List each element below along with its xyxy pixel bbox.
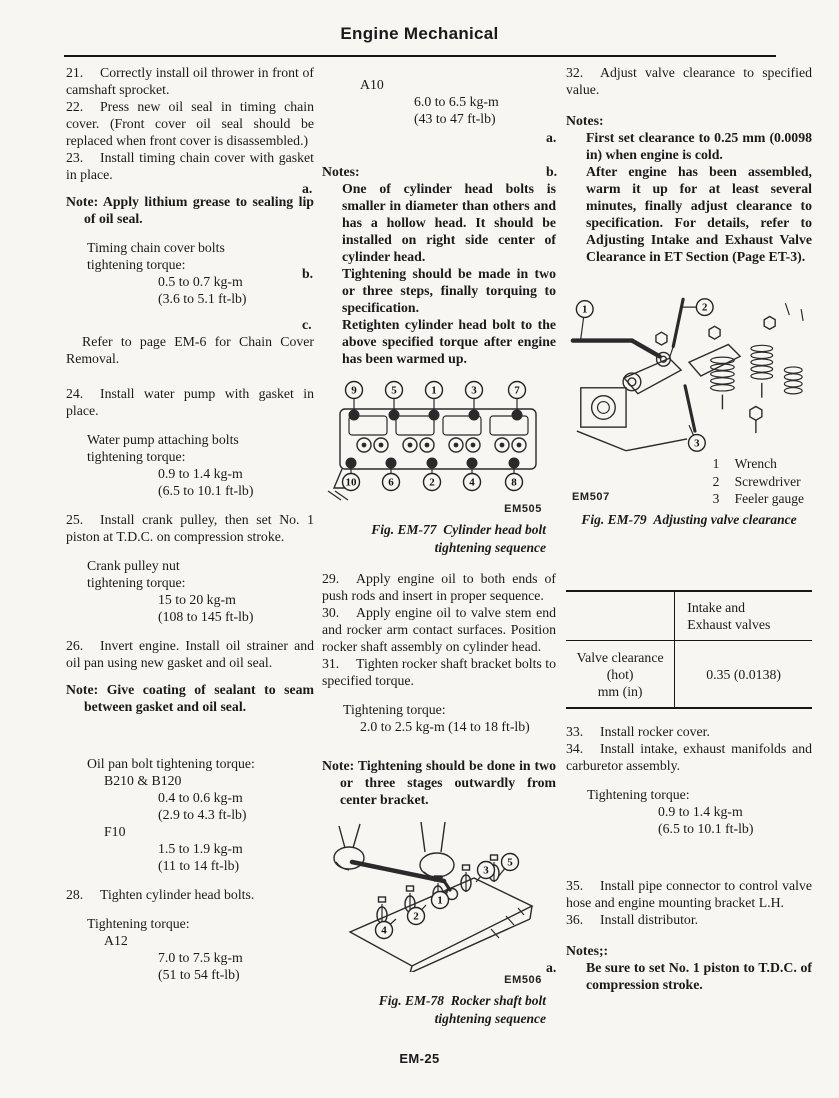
table-label-line: mm (in) [597,683,643,699]
rocker-pivot-center [628,378,636,386]
head-bolt [469,410,480,421]
step-number: 30. [322,605,340,620]
valve-stem [722,383,761,410]
figure-drawing-em77 [324,379,554,501]
step-text: Tighten rocker shaft bracket bolts to specified torque. [322,656,556,688]
step-paragraph [566,911,812,928]
column-right [546,64,812,993]
spec-line: (3.6 to 5.1 ft-lb) [158,291,247,306]
valve-seat-center [379,443,384,448]
valve-spring-coil [711,378,735,384]
table-header-cell [674,592,812,641]
spec-line: Tightening torque: [343,702,446,717]
head-edge [577,431,687,451]
head-bolt [427,458,438,469]
table-label-line: (hot) [606,666,634,682]
valve-spring-coil [751,359,773,365]
figure-caption: Fig. EM-78 Rocker shaft bolt tightening sequence [378,993,546,1026]
table-label-line: Valve clearance [576,649,664,665]
item-text: First set clearance to 0.25 mm (0.0098 in) when engine is cold. [586,130,812,162]
valve-seat-center [500,443,505,448]
figure-drawing-em78 [324,820,554,972]
spec-line: (108 to 145 ft-lb) [158,609,254,624]
spec-line: (11 to 14 ft-lb) [158,858,240,873]
step-number: 33. [566,724,584,739]
notes-item [302,316,556,367]
step-paragraph [566,740,812,774]
valve-seat-center [454,443,459,448]
callout-number: 5 [391,384,397,397]
spec-line: 7.0 to 7.5 kg-m [158,950,243,965]
head-bolt [429,410,440,421]
valve-spring-coil [784,367,802,373]
valve-seat-center [362,443,367,448]
step-number: 24. [66,386,84,401]
step-text: Adjust valve clearance to specified value. [566,65,812,97]
valve-spring-coil [784,388,802,394]
step-paragraph [566,64,812,98]
spec-line: Water pump attaching bolts [87,432,239,447]
figure-code-label: EM506 [504,974,542,986]
spec-line: Timing chain cover bolts [87,240,225,255]
spec-line: 0.9 to 1.4 kg-m [158,466,243,481]
spec-line: F10 [104,824,126,839]
hatch-mark [328,491,348,500]
torque-spec-block [66,557,314,625]
step-number: 25. [66,512,84,527]
spec-line: Tightening torque: [587,787,690,802]
step-text: Install intake, exhaust manifolds and carburetor assembly. [566,741,812,773]
torque-spec-block [66,755,314,874]
bracket-bolt [379,897,386,902]
notes-label: Notes: [566,113,604,128]
step-paragraph [66,385,314,419]
spec-line: (43 to 47 ft-lb) [414,111,496,126]
spec-line: 0.5 to 0.7 kg-m [158,274,243,289]
step-text: Press new oil seal in timing chain cover. (Front cover oil seal should be replaced when front cover is disassembled.) [66,99,314,148]
head-bolt [512,410,523,421]
rocker-arm [624,358,681,393]
step-text: Apply engine oil to valve stem end and rocker arm contact surfaces. Position rocker shaft assembly on cylinder head. [322,605,556,654]
spec-line: tightening torque: [87,575,186,590]
notes-block [546,942,812,993]
table-row-value [674,641,812,707]
callout-number: 3 [483,864,489,877]
feeler-gauge-blade [685,386,695,431]
legend-number: 2 [712,473,720,489]
torque-spec-block [66,431,314,499]
torque-spec-block [322,701,556,735]
callout-number: 2 [429,476,435,489]
screwdriver-shaft [673,299,683,346]
step-number: 31. [322,656,340,671]
screwdriver-tip [669,346,673,358]
spec-line: tightening torque: [87,257,186,272]
step-number: 22. [66,99,84,114]
note-label: Note: [66,194,99,209]
torque-spec-block [66,239,314,307]
legend-number: 3 [712,491,720,506]
legend-label: Wrench [734,456,777,471]
step-text: Correctly install oil thrower in front of camshaft sprocket. [66,65,314,97]
callout-number: 3 [471,384,477,397]
callout-number: 10 [345,476,357,489]
page-number: EM-25 [399,1051,440,1066]
figure-em79 [566,295,812,528]
notes-item [302,180,556,265]
head-bolt-hex [750,406,762,420]
spec-line: B210 & B120 [104,773,182,788]
lock-nut [656,332,667,345]
torque-wrench-bar [352,862,444,881]
step-number: 23. [66,150,84,165]
figure-legend [713,455,810,508]
spec-line: (6.5 to 10.1 ft-lb) [658,821,754,836]
note-label: Note: [322,758,355,773]
spec-line: 15 to 20 kg-m [158,592,236,607]
step-paragraph [66,886,314,903]
spec-line: (2.9 to 4.3 ft-lb) [158,807,247,822]
head-bolt [346,458,357,469]
step-text: Install distributor. [600,912,699,927]
table-header-line: Exhaust valves [687,617,771,632]
step-paragraph [66,637,314,671]
head-bolt [509,458,520,469]
table-row-label [566,641,674,707]
valve-spring-coil [711,385,735,391]
combustion-chamber [396,416,434,435]
step-text: Install pipe connector to control valve hose and engine mounting bracket L.H. [566,878,812,910]
spec-line: 6.0 to 6.5 kg-m [414,94,499,109]
spec-line: 0.4 to 0.6 kg-m [158,790,243,805]
step-paragraph [322,655,556,689]
callout-number: 4 [469,476,475,489]
step-number: 36. [566,912,584,927]
valve-seat-center [425,443,430,448]
spec-line: Oil pan bolt tightening torque: [87,756,255,771]
head-bolt [389,410,400,421]
valve-spring-coil [711,371,735,377]
notes-item [546,163,812,265]
head-bolt [386,458,397,469]
step-paragraph [66,98,314,149]
title-rule [64,55,776,57]
figure-caption: Fig. EM-77 Cylinder head bolt tightening sequence [371,522,546,555]
wrench-neck [632,341,660,357]
legend-item [713,490,804,508]
step-number: 32. [566,65,584,80]
spec-line: tightening torque: [87,449,186,464]
lock-nut [764,316,775,329]
step-text: Install crank pulley, then set No. 1 piston at T.D.C. on compression stroke. [66,512,314,544]
callout-number: 3 [694,437,700,450]
spec-line: 0.9 to 1.4 kg-m [658,804,743,819]
torque-spec-block [66,915,314,983]
step-number: 29. [322,571,340,586]
item-marker: a. [546,130,557,145]
item-marker: b. [302,266,314,281]
step-text: Tighten cylinder head bolts. [100,887,255,902]
item-text: After engine has been assembled, warm it up for at least several minutes, finally adjust clearance to specification. For details, refer to Adjusting Intake and Exhaust Valve Clearance in ET Section (Page ET-3). [586,164,812,264]
figure-caption: Fig. EM-79 Adjusting valve clearance [581,511,797,527]
valve-spring-coil [751,345,773,351]
callout-number: 2 [413,910,419,923]
spec-line: 2.0 to 2.5 kg-m (14 to 18 ft-lb) [360,719,530,734]
column-left [66,64,314,995]
notes-item [546,959,812,993]
note-paragraph [322,757,556,808]
step-paragraph [566,877,812,911]
step-text: Install rocker cover. [600,724,710,739]
step-number: 26. [66,638,84,653]
item-text: One of cylinder head bolts is smaller in diameter than others and has a hollow head. It should be installed on right side center of cylinder head. [342,181,556,264]
step-number: 28. [66,887,84,902]
step-paragraph [66,149,314,183]
spec-line: Crank pulley nut [87,558,180,573]
reference-paragraph: Refer to page EM-6 for Chain Cover Removal. [66,334,314,366]
step-number: 35. [566,878,584,893]
step-text: Install water pump with gasket in place. [66,386,314,418]
figure-footer [566,455,812,508]
figure-code-label: EM507 [572,490,610,503]
note-paragraph [66,681,314,715]
table-value: 0.35 (0.0138) [706,666,781,682]
clearance-table [566,590,812,709]
figure-em77 [322,379,556,556]
step-paragraph [66,511,314,545]
step-number: 21. [66,65,84,80]
valve-spring-coil [784,381,802,387]
legend-label: Feeler gauge [734,491,804,506]
figure-drawing-em79 [569,295,809,455]
callout-number: 6 [388,476,394,489]
table-header-line: Intake and [687,600,746,615]
legend-item [713,473,804,491]
torque-spec-block [566,786,812,837]
spec-line: 1.5 to 1.9 kg-m [158,841,243,856]
bracket-bolt [491,855,498,860]
casting-bore [592,396,616,420]
legend-number: 1 [712,456,720,471]
notes-item [546,129,812,163]
valve-spring-coil [751,366,773,372]
lock-nut [709,326,720,339]
callout-number: 4 [381,924,387,937]
valve-spring-coil [784,374,802,380]
head-bolt [349,410,360,421]
callout-number: 5 [507,856,513,869]
bracket-bolt [463,865,470,870]
note-text: Tightening should be done in two or three stages outwardly from center bracket. [340,758,557,807]
spec-line: (6.5 to 10.1 ft-lb) [158,483,254,498]
step-paragraph [66,64,314,98]
item-marker: a. [302,181,313,196]
item-marker: a. [546,960,557,975]
valve-seat-center [471,443,476,448]
callout-number: 9 [351,384,357,397]
note-paragraph [66,193,314,227]
valve-seat-center [517,443,522,448]
head-casting [581,388,626,427]
spec-line: (51 to 54 ft-lb) [158,967,240,982]
step-paragraph [566,723,812,740]
callout-number: 8 [511,476,517,489]
callout-number: 2 [702,301,708,314]
notes-item [302,265,556,316]
item-marker: c. [302,317,312,332]
item-text: Retighten cylinder head bolt to the above specified torque after engine has been warmed up. [342,317,556,366]
notes-block [546,112,812,265]
callout-number: 7 [514,384,520,397]
step-text: Invert engine. Install oil strainer and oil pan using new gasket and oil seal. [66,638,314,670]
item-marker: b. [546,164,558,179]
legend-item [713,455,804,473]
spec-line: Tightening torque: [87,916,190,931]
callout-number: 1 [431,384,437,397]
casting-bore-inner [598,402,610,414]
item-text: Be sure to set No. 1 piston to T.D.C. of compression stroke. [586,960,812,992]
column-middle [302,64,557,1041]
note-text: Give coating of sealant to seam between gasket and oil seal. [84,682,315,714]
valve-spring-coil [711,357,735,363]
page-title: Engine Mechanical [340,24,499,43]
notes-block [302,163,556,367]
stud-lines [785,303,803,321]
callout-number: 1 [437,894,443,907]
note-label: Note: [66,682,99,697]
callout-number: 1 [582,303,588,316]
valve-seat-center [408,443,413,448]
figure-em78 [322,820,556,1027]
step-text: Apply engine oil to both ends of push rods and insert in proper sequence. [322,571,556,603]
step-paragraph [322,604,556,655]
table-header-empty-cell [566,592,674,641]
valve-spring-coil [751,352,773,358]
note-text: Apply lithium grease to sealing lip of oil seal. [84,194,314,226]
notes-label: Notes: [322,164,360,179]
valve-spring-coil [751,373,773,379]
head-bolt [467,458,478,469]
spec-line: A12 [104,933,128,948]
torque-spec-block [322,76,556,127]
item-text: Tightening should be made in two or three steps, finally torquing to specification. [342,266,556,315]
step-number: 34. [566,741,584,756]
notes-label: Notes;: [566,943,609,958]
figure-code-label: EM505 [504,503,542,515]
legend-label: Screwdriver [734,473,801,489]
spec-line: A10 [360,77,384,92]
bracket-bolt [407,886,414,891]
step-paragraph [322,570,556,604]
combustion-chamber [490,416,528,435]
step-text: Install timing chain cover with gasket in place. [66,150,314,182]
